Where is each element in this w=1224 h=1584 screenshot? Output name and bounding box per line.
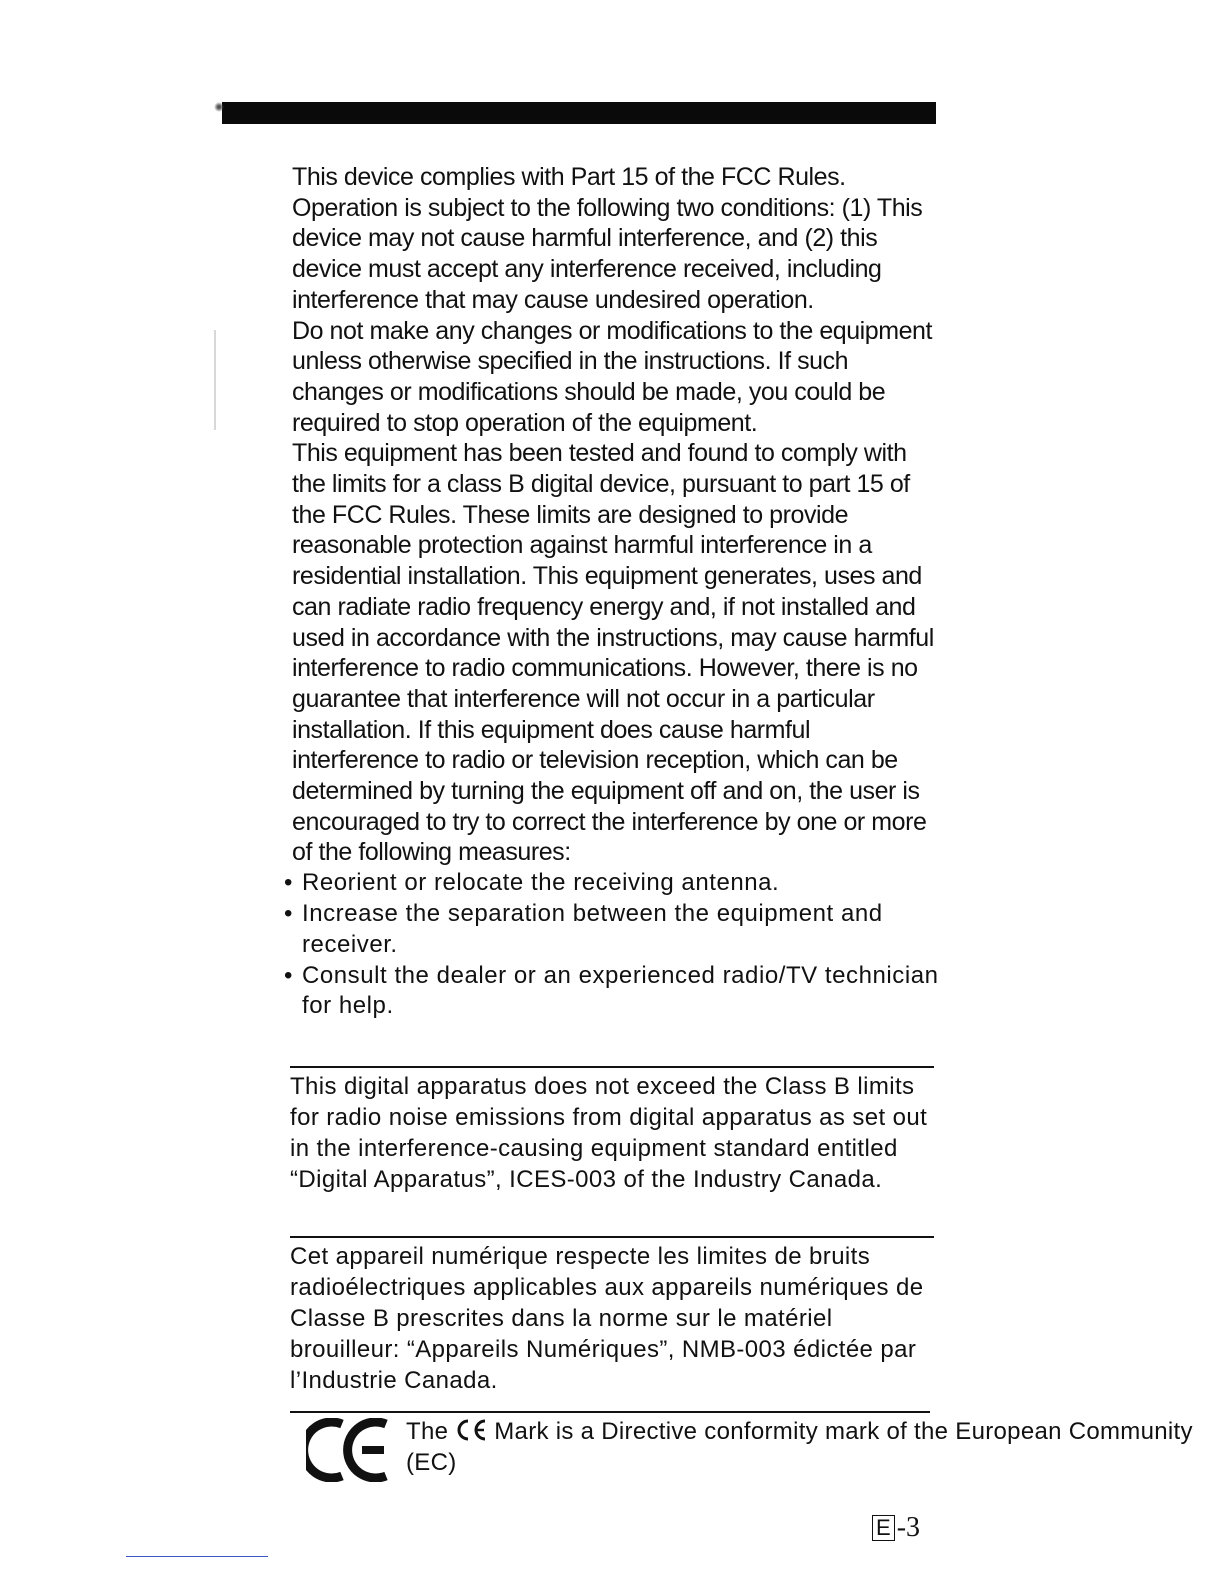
fcc-section bbox=[284, 162, 942, 1022]
ce-text-before: The bbox=[406, 1418, 449, 1445]
list-item bbox=[284, 899, 944, 961]
bullet-icon: • bbox=[284, 899, 293, 927]
fcc-measures-list bbox=[284, 868, 944, 1022]
divider bbox=[290, 1236, 934, 1238]
fcc-paragraph-3: This equipment has been tested and found to comply with the limits for a class B digital device, pursuant to part 15 of the FCC Rules. These limits are designed to provide reasonable protection against harmful interference in a residential installation. This equipment generates, uses and can radiate radio frequency energy and, if not installed and used in accordance with the instructions, may cause harmful interference to radio communications. However, there is no guarantee that interference will not occur in a particular installation. If this equipment does cause harmful interference to radio or television reception, which can be determined by turning the equipment off and on, the user is encouraged to try to correct the interference by one or more of the following measures: bbox=[292, 439, 934, 867]
ce-inline-icon bbox=[454, 1419, 488, 1441]
list-item bbox=[284, 961, 944, 1023]
fcc-paragraph-1: This device complies with Part 15 of the FCC Rules. Operation is subject to the following two conditions: (1) This device may not cause harmful interference, and (2) this device must accept any interference received, including interference that may cause undesired operation. bbox=[292, 163, 923, 314]
ce-text-after: Mark is a Directive conformity mark of the European Community (EC) bbox=[406, 1418, 1193, 1476]
canada-english-notice: This digital apparatus does not exceed the Class B limits for radio noise emissions from digital apparatus as set out in the interference-causing equipment standard entitled “Digital Apparatus”, ICES-003 of the Industry Canada. bbox=[290, 1073, 928, 1193]
ce-statement bbox=[406, 1416, 1224, 1478]
page-section-letter: E bbox=[872, 1515, 895, 1541]
header-bar bbox=[222, 102, 936, 124]
page-number-value: -3 bbox=[896, 1512, 921, 1543]
list-item-text: Increase the separation between the equipment and receiver. bbox=[302, 899, 883, 958]
margin-scan-line bbox=[214, 330, 216, 430]
list-item bbox=[284, 868, 944, 899]
page-number bbox=[872, 1512, 920, 1544]
canada-french-notice: Cet appareil numérique respecte les limites de bruits radioélectriques applicables aux appareils numériques de Classe B prescrites dans la norme sur le matériel brouilleur: “Appareils Numériques”, NMB-003 édictée par l’Industrie Canada. bbox=[290, 1243, 924, 1394]
fcc-paragraph-2: Do not make any changes or modifications to the equipment unless otherwise specified in the instructions. If such changes or modifications should be made, you could be required to stop operation of the equipment. bbox=[292, 316, 933, 437]
divider bbox=[290, 1066, 934, 1068]
divider bbox=[290, 1411, 930, 1413]
bullet-icon: • bbox=[284, 961, 293, 989]
list-item-text: Consult the dealer or an experienced radio/TV technician for help. bbox=[302, 961, 939, 1020]
bullet-icon: • bbox=[284, 869, 293, 897]
bottom-scan-line bbox=[126, 1556, 268, 1557]
scan-speck bbox=[214, 102, 224, 112]
list-item-text: Reorient or relocate the receiving antenna. bbox=[302, 869, 780, 897]
ce-mark-icon bbox=[306, 1418, 390, 1482]
